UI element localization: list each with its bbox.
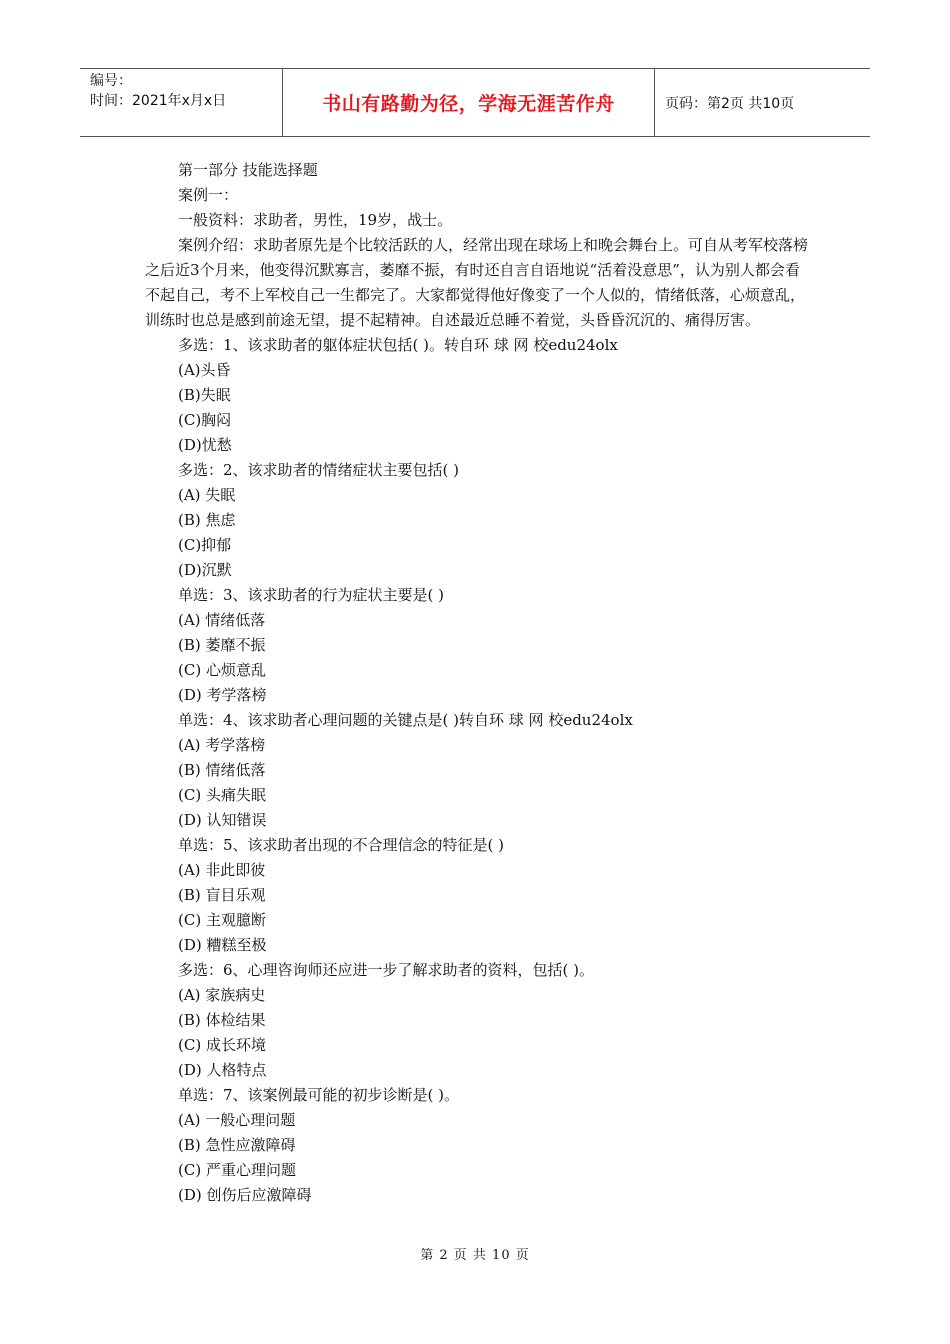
option-d: (D) 创伤后应激障碍 <box>178 1186 312 1204</box>
question-3 <box>145 583 810 708</box>
case-title: 案例一： <box>178 186 239 204</box>
question-stem: 单选：7、该案例最可能的初步诊断是( )。 <box>178 1086 460 1104</box>
option-a: (A) 失眠 <box>178 486 236 504</box>
question-stem: 单选：5、该求助者出现的不合理信念的特征是( ) <box>178 836 505 854</box>
header-meta <box>80 69 282 136</box>
option-a: (A)头昏 <box>178 361 231 379</box>
option-a: (A) 家族病史 <box>178 986 266 1004</box>
option-b: (B) 焦虑 <box>178 511 236 529</box>
question-5 <box>145 833 810 958</box>
case-description: 案例介绍：求助者原先是个比较活跃的人，经常出现在球场上和晚会舞台上。可自从考军校落榜之后近3个月来，他变得沉默寡言，萎靡不振，有时还自言自语地说“活着没意思”，认为别人都会看不起自己，考不上军校自己一生都完了。大家都觉得他好像变了一个人似的，情绪低落，心烦意乱，训练时也总是感到前途无望，提不起精神。自述最近总睡不着觉，头昏昏沉沉的、痛得厉害。 <box>145 236 809 329</box>
general-info: 一般资料：求助者，男性，19岁，战士。 <box>178 211 453 229</box>
option-d: (D) 糟糕至极 <box>178 936 267 954</box>
question-stem: 多选：1、该求助者的躯体症状包括( )。转自环 球 网 校edu24olx <box>178 336 618 354</box>
section-title: 第一部分 技能选择题 <box>178 161 318 179</box>
option-a: (A) 一般心理问题 <box>178 1111 296 1129</box>
option-d: (D) 考学落榜 <box>178 686 267 704</box>
question-6 <box>145 958 810 1083</box>
option-c: (C)胸闷 <box>178 411 232 429</box>
question-stem: 多选：6、心理咨询师还应进一步了解求助者的资料，包括( )。 <box>178 961 595 979</box>
option-d: (D)沉默 <box>178 561 232 579</box>
option-b: (B)失眠 <box>178 386 231 404</box>
header-motto: 书山有路勤为径，学海无涯苦作舟 <box>282 69 655 136</box>
option-c: (C) 严重心理问题 <box>178 1161 296 1179</box>
option-d: (D) 认知错误 <box>178 811 267 829</box>
option-c: (C) 心烦意乱 <box>178 661 266 679</box>
time-label: 时间：2021年x月x日 <box>90 93 227 109</box>
question-stem: 多选：2、该求助者的情绪症状主要包括( ) <box>178 461 460 479</box>
option-b: (B) 萎靡不振 <box>178 636 266 654</box>
page-header <box>80 68 870 137</box>
number-label: 编号： <box>90 73 132 89</box>
question-stem: 单选：4、该求助者心理问题的关键点是( )转自环 球 网 校edu24olx <box>178 711 633 729</box>
option-c: (C) 成长环境 <box>178 1036 266 1054</box>
option-a: (A) 考学落榜 <box>178 736 266 754</box>
question-2 <box>145 458 810 583</box>
document-body <box>145 158 810 1208</box>
option-c: (C)抑郁 <box>178 536 232 554</box>
question-7 <box>145 1083 810 1208</box>
option-b: (B) 急性应激障碍 <box>178 1136 296 1154</box>
option-a: (A) 情绪低落 <box>178 611 266 629</box>
option-c: (C) 头痛失眠 <box>178 786 266 804</box>
option-c: (C) 主观臆断 <box>178 911 266 929</box>
option-d: (D)忧愁 <box>178 436 232 454</box>
header-page-label: 页码：第2页 共10页 <box>665 95 795 112</box>
option-b: (B) 体检结果 <box>178 1011 266 1029</box>
question-4 <box>145 708 810 833</box>
option-d: (D) 人格特点 <box>178 1061 267 1079</box>
option-b: (B) 情绪低落 <box>178 761 266 779</box>
option-b: (B) 盲目乐观 <box>178 886 266 904</box>
page-footer: 第 2 页 共 10 页 <box>420 1248 530 1263</box>
question-1 <box>145 333 810 458</box>
question-stem: 单选：3、该求助者的行为症状主要是( ) <box>178 586 445 604</box>
option-a: (A) 非此即彼 <box>178 861 266 879</box>
